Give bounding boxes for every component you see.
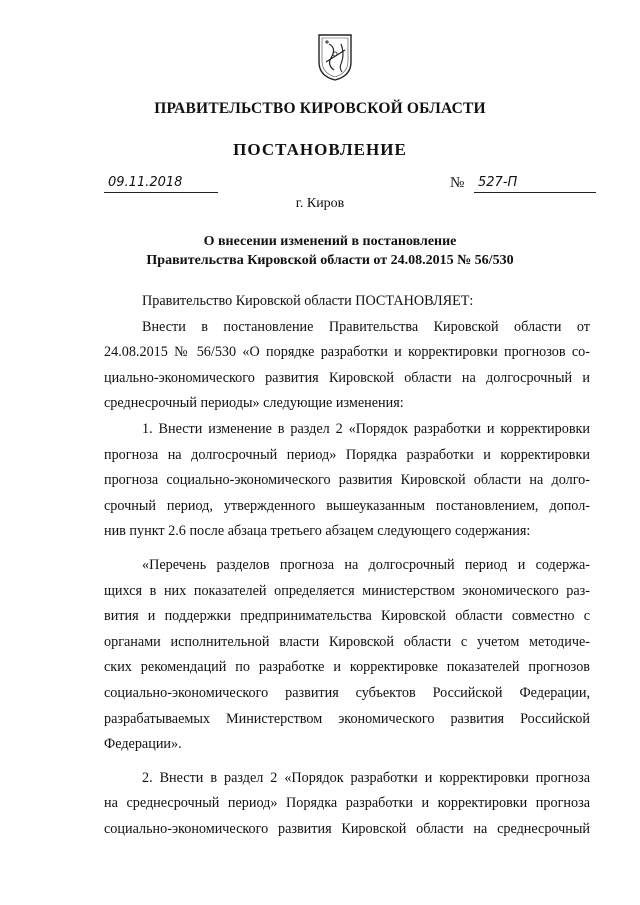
text-line: прогноза на долгосрочный период» Порядка разработки и корректировки [104,446,590,463]
text-line: прогноза социально-экономического развития Кировской области на долго- [104,472,590,489]
title-line: О внесении изменений в постановление [203,234,457,249]
paragraph-intro [104,289,590,315]
paragraph-quote [104,553,590,758]
paragraph-item-2 [104,766,590,843]
document-kind: ПОСТАНОВЛЕНИЕ [233,140,407,159]
text-line: 2. Внести в раздел 2 «Порядок разработки и корректировки прогноза [142,769,590,786]
title-line: Правительства Кировской области от 24.08.2015 № 56/530 [146,253,514,268]
text-line: органами исполнительной власти Кировской области с учетом методиче- [104,633,590,650]
text-line: срочный период, утвержденного вышеуказанным постановлением, допол- [104,497,590,514]
text-line: на среднесрочный период» Порядка разработки и корректировки прогноза [104,795,590,812]
city: г. Киров [295,196,345,211]
text-line: 1. Внести изменение в раздел 2 «Порядок разработки и корректировки [142,420,590,437]
document-number: 527-П [474,174,596,193]
text-line: Внести в постановление Правительства Кировской области от [142,318,590,335]
coat-of-arms-icon [316,32,354,82]
text-line: ских рекомендаций по разработке и корректировке показателей прогнозов [104,659,590,676]
text-line: социально-экономического развития Кировской области на среднесрочный [104,820,590,837]
text-line: социально-экономического развития субъектов Российской Федерации, [104,684,590,701]
document-date: 09.11.2018 [104,174,218,193]
number-label: № [450,175,465,191]
text-line: щихся в них показателей определяется министерством экономического раз- [104,582,590,599]
government-name: ПРАВИТЕЛЬСТВО КИРОВСКОЙ ОБЛАСТИ [154,100,486,117]
paragraph-amend [104,315,590,417]
paragraph-item-1 [104,417,590,545]
text-line: вития и поддержки предпринимательства Кировской области совместно с [104,608,590,625]
text-line: нив пункт 2.6 после абзаца третьего абзацем следующего содержания: [104,523,531,540]
text-line: Правительство Кировской области ПОСТАНОВЛЯЕТ: [142,293,474,309]
document-title [60,232,600,270]
text-line: Федерации». [104,736,182,753]
text-line: разрабатываемых Министерством экономического развития Российской [104,710,590,727]
text-line: циально-экономического развития Кировской области на долгосрочный и [104,369,590,386]
text-line: 24.08.2015 № 56/530 «О порядке разработки и корректировки прогнозов со- [104,344,590,361]
text-line: среднесрочный периоды» следующие изменения: [104,395,404,412]
text-line: «Перечень разделов прогноза на долгосрочный период и содержа- [142,556,590,573]
document-body [104,289,590,842]
